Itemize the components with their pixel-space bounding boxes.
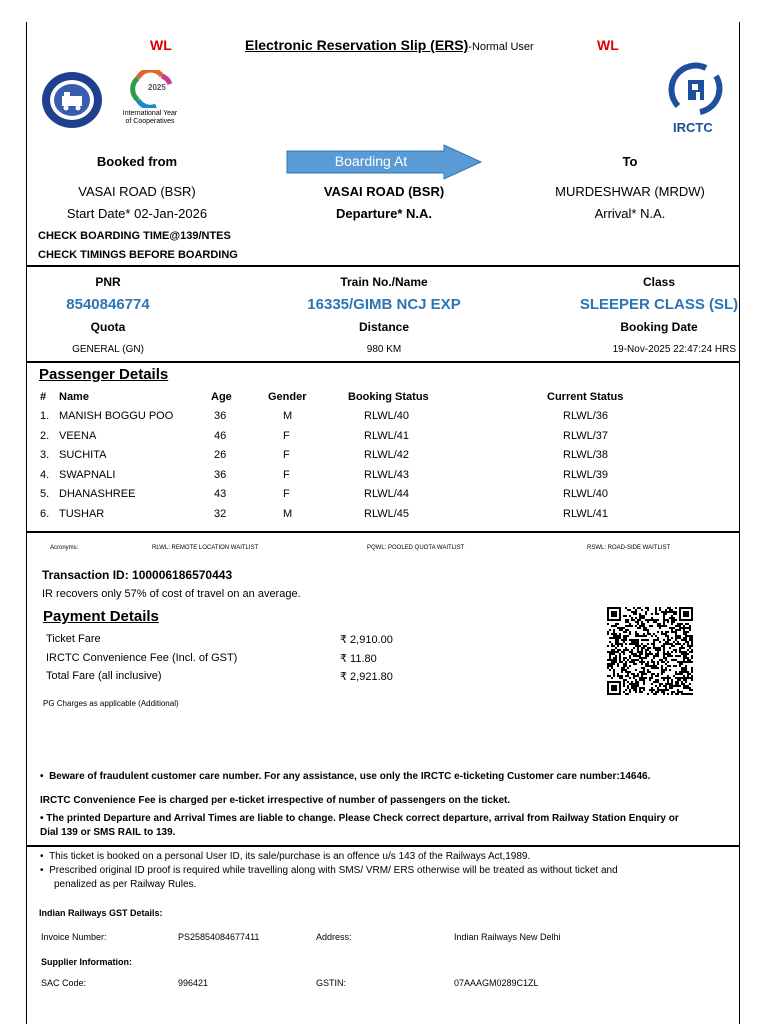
- passenger-name: TUSHAR: [59, 508, 105, 520]
- coop-year: 2025: [148, 83, 166, 92]
- passenger-gender: F: [283, 469, 290, 481]
- ers-title: [245, 37, 534, 53]
- passenger-age: 32: [214, 508, 227, 520]
- passenger-gender: F: [283, 449, 290, 461]
- gst-details-title: Indian Railways GST Details:: [39, 908, 163, 918]
- distance-label: Distance: [358, 320, 410, 334]
- passenger-num: 2.: [40, 430, 50, 442]
- arrival-time: Arrival* N.A.: [594, 206, 666, 221]
- page-border-right: [739, 22, 740, 1024]
- personal-id-text: This ticket is booked on a personal User ID, its sale/purchase is an offence u/s 143 of the Railways Act,1989.: [49, 851, 531, 862]
- check-boarding-note: CHECK BOARDING TIME@139/NTES: [38, 230, 231, 242]
- booking-date-value: 19-Nov-2025 22:47:24 HRS: [612, 344, 736, 355]
- ticket-fare-value: ₹ 2,910.00: [340, 634, 393, 646]
- distance-value: 980 KM: [366, 344, 402, 355]
- passenger-current-status: RLWL/39: [563, 469, 609, 481]
- from-station: VASAI ROAD (BSR): [78, 184, 196, 199]
- timings-note-line2: Dial 139 or SMS RAIL to 139.: [40, 827, 176, 838]
- boarding-at-label: Boarding At: [334, 153, 408, 169]
- wl-status-left: WL: [150, 37, 172, 53]
- to-label: To: [622, 154, 638, 169]
- divider-ticket: [26, 361, 740, 363]
- bullet-icon: •: [40, 851, 50, 862]
- total-fare-label: Total Fare (all inclusive): [46, 670, 162, 682]
- passenger-booking-status: RLWL/42: [364, 449, 410, 461]
- divider-passengers: [26, 531, 740, 533]
- passenger-current-status: RLWL/41: [563, 508, 609, 520]
- col-gender-header: Gender: [268, 391, 307, 403]
- boarding-station: VASAI ROAD (BSR): [323, 184, 445, 199]
- pnr-number: 8540846774: [66, 296, 150, 313]
- passenger-gender: M: [283, 508, 293, 520]
- passenger-age: 36: [214, 469, 227, 481]
- coop-caption-line2: of Cooperatives: [125, 118, 175, 125]
- acronym-rlwl: RLWL: REMOTE LOCATION WAITLIST: [152, 545, 259, 551]
- booking-date-label: Booking Date: [620, 320, 698, 334]
- col-age-header: Age: [211, 391, 232, 403]
- page-border-left: [26, 22, 27, 1024]
- sac-code-label: SAC Code:: [41, 978, 87, 988]
- convenience-fee-value: ₹ 11.80: [340, 653, 377, 665]
- passenger-age: 36: [214, 410, 227, 422]
- invoice-number-value: PS25854084677411: [178, 932, 260, 942]
- acronym-pqwl: PQWL: POOLED QUOTA WAITLIST: [367, 545, 465, 551]
- passenger-booking-status: RLWL/43: [364, 469, 410, 481]
- passenger-booking-status: RLWL/41: [364, 430, 410, 442]
- timings-note-text: The printed Departure and Arrival Times are liable to change. Please Check correct departure, arrival from Railway Station Enquiry or: [46, 813, 679, 824]
- passenger-age: 26: [214, 449, 227, 461]
- gstin-value: 07AAAGM0289C1ZL: [454, 978, 539, 988]
- class-name: SLEEPER CLASS (SL): [579, 296, 739, 313]
- sac-code-value: 996421: [178, 978, 209, 988]
- passenger-age: 46: [214, 430, 227, 442]
- convenience-fee-note: IRCTC Convenience Fee is charged per e-ticket irrespective of number of passengers on the ticket.: [40, 795, 511, 806]
- indian-railways-logo: [40, 70, 104, 130]
- ticket-fare-label: Ticket Fare: [46, 633, 101, 645]
- irctc-logo-text: IRCTC: [673, 120, 713, 135]
- train-label: Train No./Name: [340, 275, 428, 289]
- train-name: 16335/GIMB NCJ EXP: [307, 296, 461, 313]
- transaction-id: Transaction ID: 100006186570443: [42, 568, 233, 582]
- passenger-booking-status: RLWL/44: [364, 488, 410, 500]
- passenger-current-status: RLWL/37: [563, 430, 609, 442]
- passenger-name: VEENA: [59, 430, 97, 442]
- acronym-rswl: RSWL: ROAD-SIDE WAITLIST: [587, 545, 671, 551]
- divider-journey: [26, 265, 740, 267]
- ers-title-text: Electronic Reservation Slip (ERS): [245, 37, 469, 53]
- col-current-status-header: Current Status: [547, 391, 624, 403]
- check-timings-note: CHECK TIMINGS BEFORE BOARDING: [38, 249, 238, 261]
- quota-label: Quota: [90, 320, 126, 334]
- col-booking-status-header: Booking Status: [348, 391, 429, 403]
- col-num-header: #: [40, 391, 47, 403]
- passenger-num: 4.: [40, 469, 50, 481]
- to-station: MURDESHWAR (MRDW): [555, 184, 705, 199]
- address-value: Indian Railways New Delhi: [454, 932, 561, 942]
- passenger-gender: F: [283, 430, 290, 442]
- passenger-booking-status: RLWL/45: [364, 508, 410, 520]
- qr-code-icon: [607, 607, 693, 695]
- divider-notes: [26, 845, 740, 847]
- passenger-age: 43: [214, 488, 227, 500]
- wl-status-right: WL: [597, 37, 619, 53]
- ers-title-suffix: -Normal User: [468, 41, 534, 53]
- passenger-gender: F: [283, 488, 290, 500]
- passenger-details-title: Passenger Details: [39, 366, 169, 383]
- start-date: Start Date* 02-Jan-2026: [66, 206, 208, 221]
- id-proof-text: Prescribed original ID proof is required while travelling along with SMS/ VRM/ ERS otherwise will be treated as without ticket and: [49, 865, 618, 876]
- gstin-label: GSTIN:: [316, 978, 347, 988]
- pg-charges-note: PG Charges as applicable (Additional): [43, 699, 179, 708]
- personal-id-note: [40, 851, 530, 862]
- ir-recovers-note: IR recovers only 57% of cost of travel on an average.: [42, 588, 301, 600]
- bullet-icon: •: [40, 813, 47, 824]
- class-label: Class: [642, 275, 676, 289]
- passenger-name: DHANASHREE: [59, 488, 136, 500]
- coop-caption-line1: International Year: [122, 110, 178, 117]
- passenger-name: SWAPNALI: [59, 469, 116, 481]
- passenger-num: 1.: [40, 410, 50, 422]
- supplier-info-title: Supplier Information:: [41, 957, 132, 967]
- col-name-header: Name: [59, 391, 89, 403]
- id-proof-note-line1: [40, 865, 618, 876]
- convenience-fee-label: IRCTC Convenience Fee (Incl. of GST): [46, 652, 238, 664]
- irctc-logo-icon: [666, 62, 728, 120]
- departure-time: Departure* N.A.: [335, 206, 433, 221]
- passenger-current-status: RLWL/36: [563, 410, 609, 422]
- booked-from-label: Booked from: [96, 154, 178, 169]
- passenger-current-status: RLWL/40: [563, 488, 609, 500]
- passenger-booking-status: RLWL/40: [364, 410, 410, 422]
- passenger-name: MANISH BOGGU POO: [59, 410, 174, 422]
- quota-value: GENERAL (GN): [72, 344, 144, 355]
- address-label: Address:: [316, 932, 352, 942]
- invoice-number-label: Invoice Number:: [41, 932, 107, 942]
- acronyms-label: Acronyms:: [50, 545, 79, 551]
- passenger-current-status: RLWL/38: [563, 449, 609, 461]
- payment-details-title: Payment Details: [43, 608, 159, 625]
- timings-note-line1: [40, 813, 679, 824]
- passenger-gender: M: [283, 410, 293, 422]
- passenger-name: SUCHITA: [59, 449, 107, 461]
- bullet-icon: •: [40, 771, 50, 782]
- bullet-icon: •: [40, 865, 50, 876]
- fraud-warning-text: Beware of fraudulent customer care number. For any assistance, use only the IRCTC e-ticketing Customer care number:14646.: [49, 771, 651, 782]
- id-proof-note-line2: penalized as per Railway Rules.: [54, 879, 197, 890]
- fraud-warning: [40, 771, 650, 782]
- total-fare-value: ₹ 2,921.80: [340, 671, 393, 683]
- passenger-num: 3.: [40, 449, 50, 461]
- passenger-num: 5.: [40, 488, 50, 500]
- passenger-num: 6.: [40, 508, 50, 520]
- pnr-label: PNR: [95, 275, 121, 289]
